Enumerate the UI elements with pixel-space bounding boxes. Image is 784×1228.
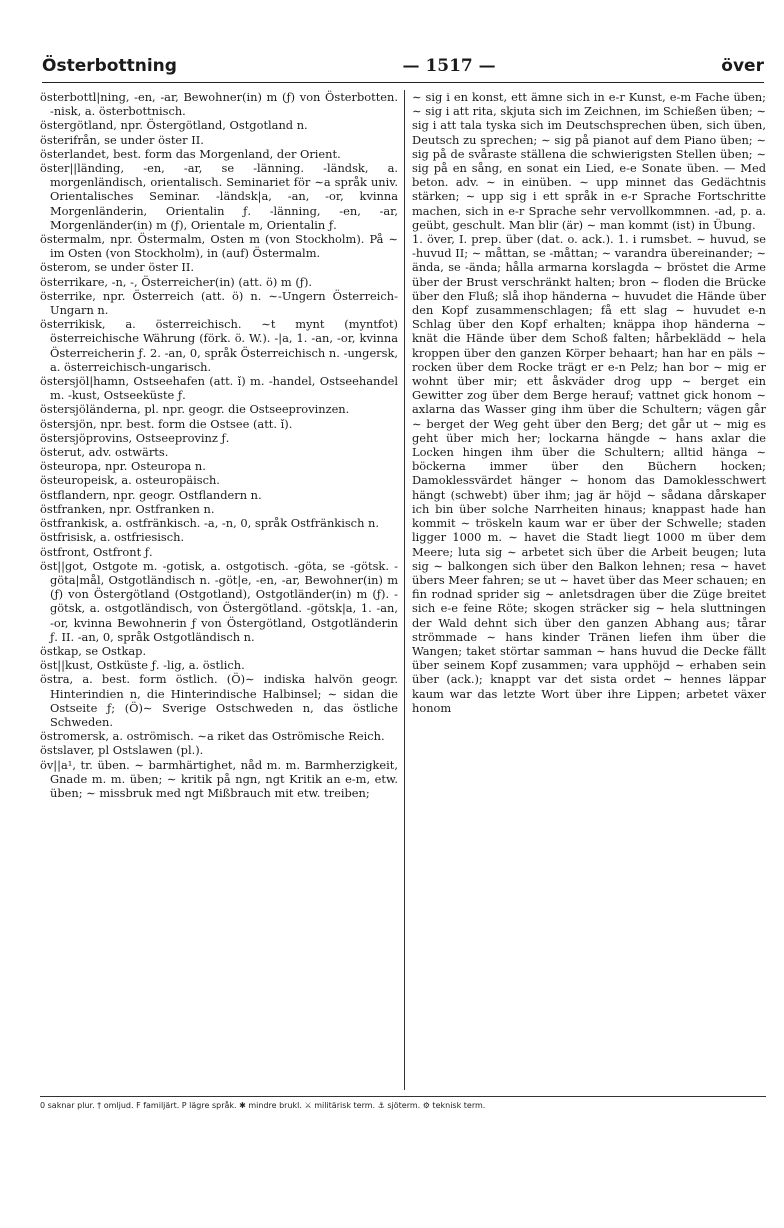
dictionary-entry: öst||got, Ostgote m. -gotisk, a. ostgotisch. -göta, se -götsk. -göta|mål, Ostgotländisch n. -göt|e, -en, -ar, Bewohner(in) m (ƒ) von Östergötland (Ostgotland), Ostgotländer(in) m (ƒ). -götsk, a. ostgotländisch, von Östergötland. -götsk|a, 1. -an, -or, kvinna Bewohnerin ƒ von Östergötland, Ostgotländerin ƒ. II. -an, 0, språk Ostgotländisch n. — [40, 558, 398, 644]
header-left-guideword: Österbottning — [42, 56, 177, 76]
dictionary-entry: östslaver, pl Ostslawen (pl.). — [40, 743, 204, 758]
dictionary-entry: östfrisisk, a. ostfriesisch. — [40, 530, 185, 545]
dictionary-entry: österrikare, -n, -, Österreicher(in) (att. ö) m (ƒ). — [40, 274, 313, 289]
dictionary-entry: östersjöprovins, Ostseeprovinz ƒ. — [40, 430, 230, 445]
dictionary-entry: östermalm, npr. Östermalm, Osten m (von Stockholm). På ∼ im Osten (von Stockholm), in (auf) Östermalm. — [40, 232, 398, 261]
dictionary-entry: österifrån, se under öster II. — [40, 132, 204, 147]
dictionary-entry: östfront, Ostfront ƒ. — [40, 544, 153, 559]
dictionary-entry: öst||kust, Ostküste ƒ. -lig, a. östlich. — [40, 658, 245, 673]
dictionary-entry: östromersk, a. oströmisch. ∼a riket das Oströmische Reich. — [40, 729, 385, 744]
header-right-guideword: över — [721, 56, 764, 76]
page-header — [42, 56, 764, 83]
dictionary-entry: ∼ sig i en konst, ett ämne sich in e-r Kunst, e-m Fache üben; ∼ sig i att rita, skjuta sich im Zeichnen, im Schießen üben; ∼ sig i att tala tyska sich im Deutschsprechen üben, sich üben, Deutsch zu sprechen; ∼ sig på pianot auf dem Piano üben; ∼ sig på de svåraste ställena die schwierigsten Stellen üben; ∼ sig på en sång, en sonat ein Lied, e-e Sonate üben. — Med beton. adv. ∼ in einüben. ∼ upp minnet das Gedächtnis stärken; ∼ upp sig i ett språk in e-r Sprache Fortschritte machen, sich in e-r Sprache sehr vervollkommnen. -ad, p. a. geübt, geschult. Man blir (är) ∼ man kommt (ist) in Übung. — [412, 90, 766, 232]
dictionary-entry: östfrankisk, a. ostfränkisch. -a, -n, 0, språk Ostfränkisch n. — [40, 516, 379, 531]
dictionary-entry: östersjön, npr. best. form die Ostsee (att. ǐ). — [40, 416, 293, 431]
dictionary-entry: österlandet, best. form das Morgenland, der Orient. — [40, 146, 341, 161]
dictionary-entry: österrike, npr. Österreich (att. ö) n. ∼-Ungern Österreich-Ungarn n. — [40, 288, 398, 318]
dictionary-entry: öster||länding, -en, -ar, se -länning. -ländsk, a. morgenländisch, orientalisch. Seminariet för ∼a språk univ. Orientalisches Seminar. -ländsk|a, -an, -or, kvinna Morgenländerin, Orientalin ƒ. -länning, -en, -ar, Morgenländer(in) m (ƒ), Orientale m, Orientalin ƒ. — [40, 161, 398, 232]
dictionary-entry: österom, se under öster II. — [40, 260, 195, 275]
page-number: — 1517 — — [402, 56, 496, 76]
dictionary-entry: östersjöländerna, pl. npr. geogr. die Ostseeprovinzen. — [40, 402, 350, 417]
dictionary-entry: öv||a¹, tr. üben. ∼ barmhärtighet, nåd m. m. Barmherzigkeit, Gnade m. m. üben; ∼ kritik på ngn, ngt Kritik an e-m, etw. üben; ∼ missbruk med ngt Mißbrauch mit etw. treiben; — [40, 757, 398, 800]
dictionary-entry: östersjöl|hamn, Ostseehafen (att. ǐ) m. -handel, Ostseehandel m. -kust, Ostseeküste ƒ. — [40, 374, 398, 403]
dictionary-entry: östeuropa, npr. Osteuropa n. — [40, 459, 206, 474]
dictionary-entry: östfranken, npr. Ostfranken n. — [40, 501, 215, 516]
right-column — [412, 90, 766, 1090]
dictionary-entry: östeuropeisk, a. osteuropäisch. — [40, 473, 220, 488]
dictionary-entry: östra, a. best. form östlich. (Ö)∼ indiska halvön geogr. Hinterindien n, die Hinterindische Halbinsel; ∼ sidan die Ostseite ƒ; (Ö)∼ Sverige Ostschweden n, das östliche Schweden. — [40, 672, 398, 729]
dictionary-entry: 1. över, I. prep. über (dat. o. ack.). 1. i rumsbet. ∼ huvud, se -huvud II; ∼ måttan, se -måttan; ∼ varandra übereinander; ∼ ända, se -ända; hålla armarna korslagda ∼ bröstet die Arme über der Brust verschränkt halten; bron ∼ floden die Brücke über den Fluß; slå ihop händerna ∼ huvudet die Hände über den Kopf zusammenschlagen; få ett slag ∼ huvudet e-n Schlag über den Kopf erhalten; knäppa ihop händerna ∼ knät die Hände über dem Schoß falten; hårbeklädd ∼ hela kroppen über den ganzen Körper behaart; han har en päls ∼ rocken über dem Rocke trägt er e-n Pelz; han bor ∼ mig er wohnt über mir; ett åskväder drog upp ∼ berget ein Gewitter zog über dem Berge herauf; vattnet gick honom ∼ axlarna das Wasser ging ihm über die Schultern; vägen går ∼ berget der Weg geht über den Berg; det går ut ∼ mig es geht über mich her; lockarna hängde ∼ hans axlar die Locken hingen ihm über die Schultern; alltid hänga ∼ böckerna immer über den Büchern hocken; Damoklessvärdet hänger ∼ honom das Damoklesschwert hängt (schwebt) über ihm; jag är höjd ∼ sådana dårskaper ich bin über solche Narrheiten hinaus; knappast hade han kommit ∼ tröskeln kaum war er über der Schwelle; staden ligger 1000 m. ∼ havet die Stadt liegt 1000 m über dem Meere; luta sig ∼ arbetet sich über die Arbeit beugen; luta sig ∼ balkongen sich über den Balkon lehnen; resa ∼ havet übers Meer fahren; se ut ∼ havet über das Meer schauen; en fin rodnad sprider sig ∼ anletsdragen über die Züge breitet sich e-e feine Röte; skogen sträcker sig ∼ hela sluttningen der Wald dehnt sich über den ganzen Abhang aus; tårar strömmade ∼ hans kinder Tränen liefen ihm über die Wangen; taket störtar samman ∼ hans huvud die Decke fällt über seinem Kopf zusammen; vara upphöjd ∼ erhaben sein über (ack.); knappt var det sista ordet ∼ hennes läppar kaum war das letzte Wort über ihre Lippen; arbetet växer honom — [412, 232, 766, 715]
column-divider — [404, 90, 405, 1090]
dictionary-entry: östkap, se Ostkap. — [40, 643, 147, 658]
dictionary-entry: österrikisk, a. österreichisch. ∼t mynt (myntfot) österreichische Währung (förk. ö. W.). -|a, 1. -an, -or, kvinna Österreicherin ƒ. 2. -an, 0, språk Österreichisch n. -ungersk, a. österreichisch-ungarisch. — [40, 317, 398, 374]
left-column — [40, 90, 398, 1090]
dictionary-entry: österbottl|ning, -en, -ar, Bewohner(in) m (ƒ) von Österbotten. -nisk, a. österbottnisch. — [40, 90, 398, 119]
dictionary-entry: östergötland, npr. Östergötland, Ostgotland n. — [40, 118, 308, 133]
abbreviation-legend: 0 saknar plur. † omljud. F familjärt. P lägre språk. ✱ mindre brukl. ⚔ militärisk term. ⚓ sjöterm. ⚙ teknisk term. — [40, 1096, 766, 1119]
dictionary-columns — [40, 90, 766, 1090]
dictionary-entry: österut, adv. ostwärts. — [40, 445, 169, 460]
dictionary-entry: östflandern, npr. geogr. Ostflandern n. — [40, 487, 262, 502]
